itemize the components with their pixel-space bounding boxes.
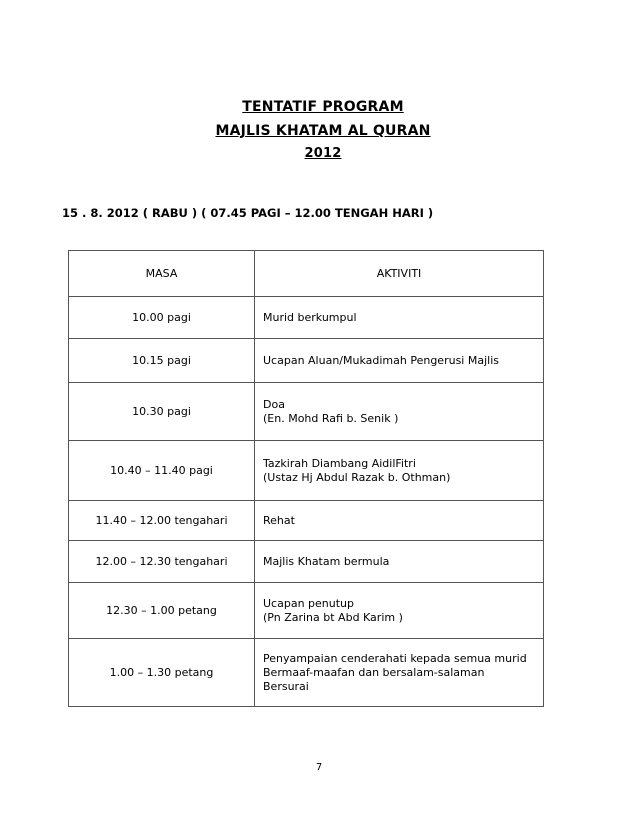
schedule-table — [68, 250, 544, 707]
aktiviti-cell — [255, 501, 544, 541]
header-aktiviti: AKTIVITI — [255, 251, 544, 297]
aktiviti-line: (Pn Zarina bt Abd Karim ) — [263, 610, 403, 624]
table-row — [69, 383, 544, 441]
aktiviti-line: Doa — [263, 397, 285, 411]
page-number: 7 — [315, 762, 323, 773]
table-row — [69, 583, 544, 639]
year-title: 2012 — [304, 146, 342, 161]
aktiviti-line: Rehat — [263, 513, 295, 527]
aktiviti-cell — [255, 383, 544, 441]
aktiviti-line: Ucapan Aluan/Mukadimah Pengerusi Majlis — [263, 353, 499, 367]
aktiviti-cell — [255, 639, 544, 707]
header-masa: MASA — [69, 251, 255, 297]
table-row — [69, 339, 544, 383]
program-title: TENTATIF PROGRAM — [242, 99, 404, 115]
table-row — [69, 639, 544, 707]
event-title: MAJLIS KHATAM AL QURAN — [215, 123, 431, 139]
date-line: 15 . 8. 2012 ( RABU ) ( 07.45 PAGI – 12.00 TENGAH HARI ) — [62, 206, 434, 220]
masa-cell: 1.00 – 1.30 petang — [69, 639, 255, 707]
aktiviti-cell — [255, 583, 544, 639]
masa-cell: 12.30 – 1.00 petang — [69, 583, 255, 639]
table-row — [69, 541, 544, 583]
masa-cell: 12.00 – 12.30 tengahari — [69, 541, 255, 583]
aktiviti-cell — [255, 339, 544, 383]
aktiviti-line: Tazkirah Diambang AidilFitri — [263, 456, 416, 470]
masa-cell: 11.40 – 12.00 tengahari — [69, 501, 255, 541]
aktiviti-line: Bermaaf-maafan dan bersalam-salaman — [263, 665, 485, 679]
aktiviti-line: Majlis Khatam bermula — [263, 554, 390, 568]
masa-cell: 10.15 pagi — [69, 339, 255, 383]
aktiviti-cell — [255, 441, 544, 501]
masa-cell: 10.40 – 11.40 pagi — [69, 441, 255, 501]
table-row — [69, 297, 544, 339]
aktiviti-line: Bersurai — [263, 679, 309, 693]
aktiviti-line: (Ustaz Hj Abdul Razak b. Othman) — [263, 470, 451, 484]
aktiviti-cell — [255, 297, 544, 339]
table-row — [69, 501, 544, 541]
masa-cell: 10.30 pagi — [69, 383, 255, 441]
masa-cell: 10.00 pagi — [69, 297, 255, 339]
aktiviti-line: (En. Mohd Rafi b. Senik ) — [263, 411, 399, 425]
table-row — [69, 441, 544, 501]
aktiviti-cell — [255, 541, 544, 583]
table-header-row — [69, 251, 544, 297]
aktiviti-line: Murid berkumpul — [263, 310, 357, 324]
aktiviti-line: Ucapan penutup — [263, 596, 354, 610]
aktiviti-line: Penyampaian cenderahati kepada semua murid — [263, 651, 527, 665]
